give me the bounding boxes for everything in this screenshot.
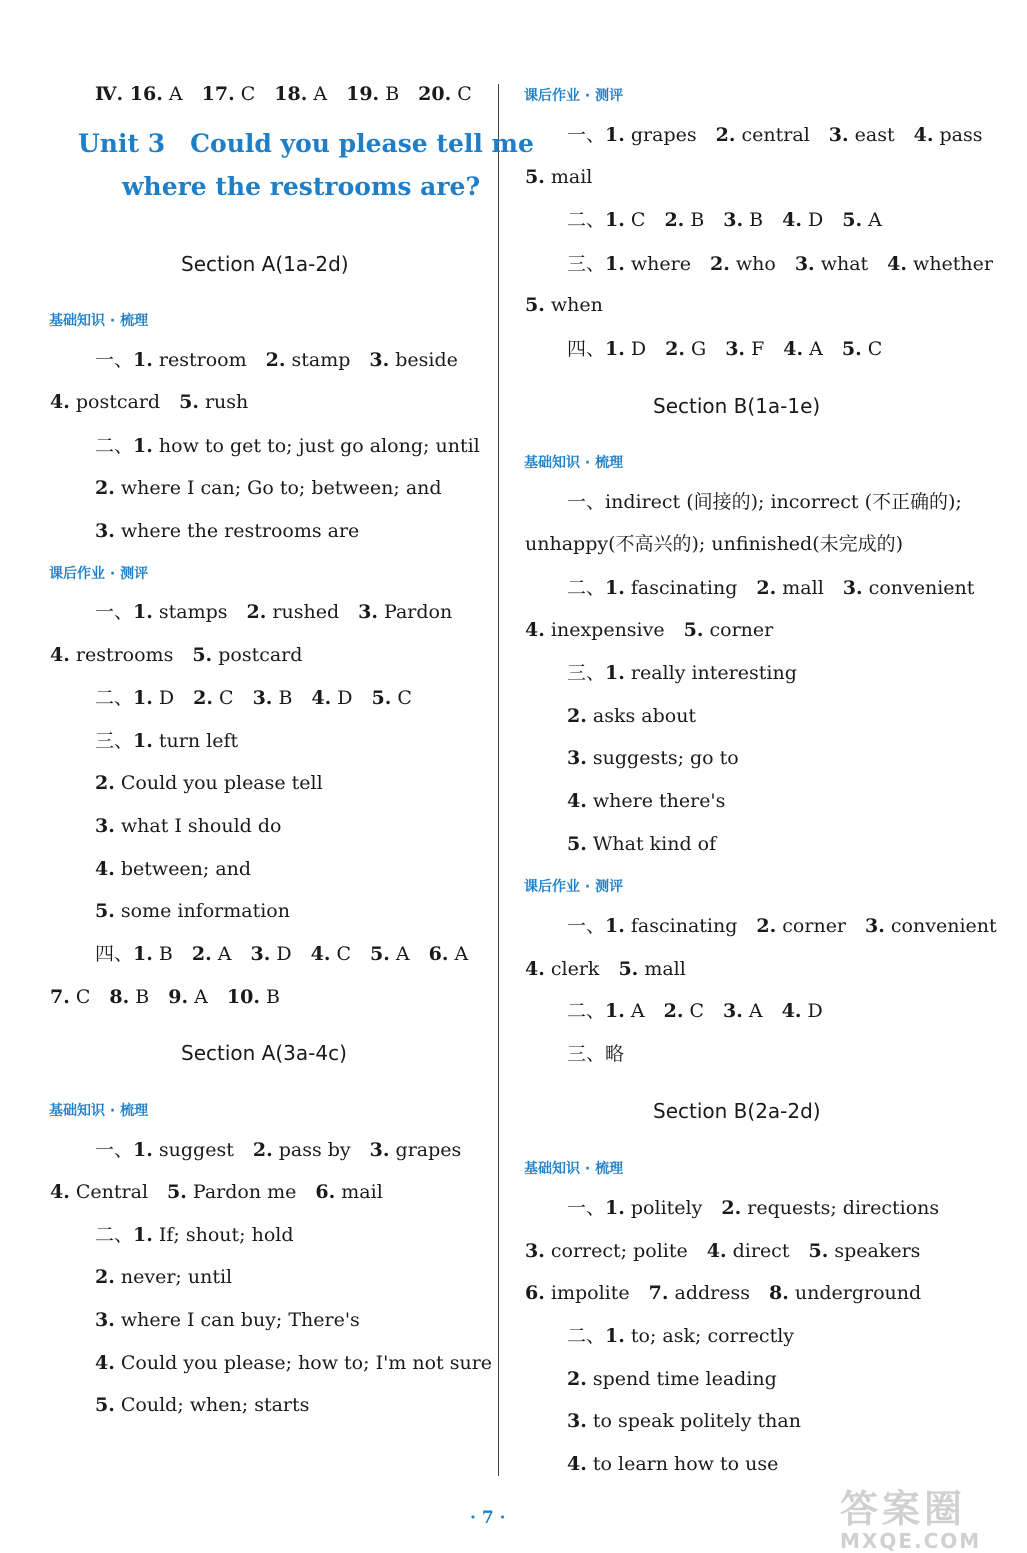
answer-text: pass — [933, 124, 983, 146]
answer-text: D — [270, 943, 311, 965]
item-number: 1. — [605, 577, 625, 599]
answer-line — [95, 857, 251, 881]
answer-text: how to get to; just go along; until — [152, 435, 480, 457]
answer-text: suggests; go to — [586, 747, 739, 769]
item-number: 4. — [706, 1240, 727, 1262]
answer-text: to learn how to use — [586, 1453, 779, 1475]
answer-text: direct — [726, 1240, 809, 1262]
item-number: 9. — [168, 986, 189, 1008]
item-number: 2. — [252, 1139, 273, 1161]
answer-line — [95, 434, 480, 458]
item-number: 4. — [525, 958, 545, 980]
answer-text: postcard — [69, 391, 180, 413]
answer-line — [95, 82, 472, 106]
answer-text: What kind of — [586, 833, 717, 855]
answer-text: C — [234, 83, 275, 105]
item-number: 5. — [370, 943, 390, 965]
answer-text: whether — [907, 253, 993, 275]
item-number: 4. — [525, 619, 545, 641]
section-heading: Section A(3a-4c) — [181, 1041, 347, 1065]
answer-text: stamp — [285, 349, 370, 371]
answer-text: speakers — [828, 1240, 921, 1262]
answer-line — [95, 1265, 232, 1289]
item-number: 3. — [723, 209, 744, 231]
item-number: 3. — [865, 915, 885, 937]
item-number: 2. — [95, 772, 115, 794]
answer-line — [567, 123, 983, 147]
item-number: 2. — [665, 338, 685, 360]
answer-text: Central — [69, 1181, 168, 1203]
item-number: 1. — [133, 1224, 153, 1246]
answer-line — [95, 348, 458, 372]
item-number: 6. — [428, 943, 449, 965]
answer-line — [567, 914, 997, 938]
item-number: 1. — [605, 1000, 625, 1022]
section-heading: Section B(1a-1e) — [653, 394, 821, 418]
item-number: 1. — [605, 338, 625, 360]
item-number: 5. — [808, 1240, 829, 1262]
answer-line — [567, 999, 823, 1023]
answer-text: A — [389, 943, 429, 965]
item-number: 3. — [250, 943, 271, 965]
item-number: 1. — [133, 730, 153, 752]
kehou-header: 课后作业 · 测评 — [524, 879, 624, 895]
answer-text: mail — [544, 166, 593, 188]
item-number: 2. — [95, 1266, 115, 1288]
answer-line — [567, 208, 882, 232]
answer-text: asks about — [586, 705, 697, 727]
item-number: 4. — [311, 687, 332, 709]
column-divider — [498, 84, 499, 1476]
answer-text: rushed — [266, 601, 359, 623]
answer-text: 一、 — [567, 491, 606, 513]
answer-text: 四、 — [567, 338, 606, 360]
item-number: 1. — [133, 601, 153, 623]
answer-text: 一、 — [567, 1197, 606, 1219]
answer-text: postcard — [212, 644, 303, 666]
answer-text: A — [803, 338, 842, 360]
item-number: 4. — [95, 858, 115, 880]
answer-text: A — [624, 1000, 664, 1022]
item-number: 2. — [95, 477, 115, 499]
answer-line — [95, 600, 452, 624]
item-number: 3. — [95, 1309, 115, 1331]
item-number: 5. — [525, 294, 545, 316]
item-number: 3. — [723, 1000, 743, 1022]
item-number: 4. — [887, 253, 908, 275]
answer-text: really interesting — [624, 662, 797, 684]
item-number: 4. — [782, 209, 802, 231]
answer-text: convenient — [862, 577, 975, 599]
item-number: 7. — [648, 1282, 669, 1304]
item-number: 17. — [201, 83, 235, 105]
answer-text: rush — [198, 391, 249, 413]
answer-text: requests; directions — [741, 1197, 940, 1219]
answer-text: what I should do — [114, 815, 282, 837]
item-number: 18. — [274, 83, 308, 105]
answer-text: correct; polite — [544, 1240, 707, 1262]
answer-text: Pardon me — [186, 1181, 316, 1203]
item-number: 1. — [133, 349, 153, 371]
answer-text: fascinating — [624, 577, 757, 599]
item-number: 2. — [715, 124, 736, 146]
answer-text: where — [624, 253, 710, 275]
answer-text: C — [330, 943, 371, 965]
answer-text: between; and — [114, 858, 252, 880]
item-number: 6. — [525, 1282, 545, 1304]
answer-text: to; ask; correctly — [624, 1325, 795, 1347]
answer-text: D — [801, 1000, 823, 1022]
answer-text: C — [624, 209, 665, 231]
watermark-url: MXQE.COM — [840, 1529, 982, 1553]
answer-text: C — [212, 687, 253, 709]
answer-line — [567, 1409, 801, 1433]
answer-text: B — [379, 83, 419, 105]
watermark-text: 答案圈 — [840, 1487, 967, 1531]
section-heading: Section B(2a-2d) — [653, 1099, 821, 1123]
item-number: 20. — [418, 83, 452, 105]
answer-line — [95, 1223, 294, 1247]
answer-text: B — [152, 943, 192, 965]
item-number: 1. — [605, 253, 625, 275]
answer-text: 三、 — [567, 253, 606, 275]
item-number: 3. — [842, 577, 863, 599]
item-number: 7. — [50, 986, 70, 1008]
answer-text: D — [152, 687, 194, 709]
answer-text: C — [69, 986, 110, 1008]
item-number: 5. — [618, 958, 639, 980]
answer-text: D — [624, 338, 666, 360]
answer-line — [525, 1239, 920, 1263]
answer-text: fascinating — [624, 915, 757, 937]
answer-text: C — [861, 338, 883, 360]
answer-text: 二、 — [567, 1000, 606, 1022]
answer-line — [567, 832, 716, 856]
item-number: 1. — [133, 687, 153, 709]
item-number: Ⅳ. — [95, 83, 130, 105]
answer-line — [567, 1367, 777, 1391]
answer-text: 一、 — [95, 349, 134, 371]
answer-text: B — [129, 986, 169, 1008]
item-number: 2. — [265, 349, 286, 371]
kehou-header: 课后作业 · 测评 — [524, 88, 624, 104]
item-number: 4. — [567, 1453, 587, 1475]
item-number: 4. — [95, 1352, 115, 1374]
jichu-header: 基础知识 · 梳理 — [49, 1103, 149, 1119]
answer-line — [95, 942, 468, 966]
item-number: 4. — [50, 644, 70, 666]
answer-text: D — [802, 209, 843, 231]
answer-text: A — [448, 943, 469, 965]
answer-line — [95, 814, 281, 838]
answer-line — [567, 746, 739, 770]
item-number: 4. — [913, 124, 934, 146]
answer-line — [95, 899, 290, 923]
item-number: 1. — [605, 662, 625, 684]
answer-text: A — [211, 943, 251, 965]
answer-text: 二、 — [567, 209, 606, 231]
answer-line — [95, 771, 323, 795]
answer-text: B — [259, 986, 280, 1008]
answer-text: when — [544, 294, 603, 316]
answer-text: If; shout; hold — [152, 1224, 294, 1246]
item-number: 1. — [133, 435, 153, 457]
answer-text: B — [272, 687, 312, 709]
answer-text: B — [684, 209, 724, 231]
answer-text: 一、 — [95, 1139, 134, 1161]
answer-text: east — [848, 124, 914, 146]
answer-line — [567, 1452, 778, 1476]
item-number: 5. — [841, 338, 862, 360]
answer-text: mall — [776, 577, 843, 599]
answer-text: 三、 — [95, 730, 134, 752]
answer-line — [95, 1308, 360, 1332]
answer-text: 三、略 — [567, 1043, 625, 1065]
answer-text: mall — [638, 958, 686, 980]
item-number: 3. — [358, 601, 378, 623]
answer-text: 二、 — [95, 687, 134, 709]
answer-line — [95, 1393, 309, 1417]
item-number: 6. — [315, 1181, 336, 1203]
answer-line — [567, 1196, 939, 1220]
answer-line — [567, 1324, 794, 1348]
answer-line — [50, 1180, 383, 1204]
item-number: 5. — [95, 900, 115, 922]
answer-line — [525, 532, 903, 556]
item-number: 2. — [664, 209, 685, 231]
answer-text: 四、 — [95, 943, 134, 965]
answer-text: restrooms — [69, 644, 193, 666]
answer-text: A — [742, 1000, 782, 1022]
answer-line — [525, 618, 773, 642]
answer-text: impolite — [544, 1282, 649, 1304]
item-number: 2. — [567, 1368, 587, 1390]
answer-text: 一、 — [567, 124, 606, 146]
item-number: 3. — [95, 520, 115, 542]
answer-text: 一、 — [95, 601, 134, 623]
item-number: 2. — [191, 943, 212, 965]
answer-text: where the restrooms are — [114, 520, 360, 542]
answer-text: convenient — [884, 915, 997, 937]
answer-line — [567, 704, 696, 728]
answer-text: C — [683, 1000, 724, 1022]
item-number: 2. — [246, 601, 267, 623]
answer-line — [525, 165, 592, 189]
jichu-header: 基础知识 · 梳理 — [524, 1161, 624, 1177]
item-number: 1. — [133, 1139, 153, 1161]
answer-text: to speak politely than — [586, 1410, 801, 1432]
answer-line — [525, 293, 603, 317]
item-number: 3. — [525, 1240, 545, 1262]
item-number: 3. — [794, 253, 815, 275]
answer-line — [525, 957, 686, 981]
item-number: 3. — [567, 747, 587, 769]
item-number: 4. — [50, 1181, 70, 1203]
item-number: 3. — [95, 815, 115, 837]
answer-text: D — [331, 687, 372, 709]
answer-text: C — [451, 83, 472, 105]
answer-text: Pardon — [378, 601, 453, 623]
answer-text: unhappy(不高兴的); unfinished(未完成的) — [525, 533, 904, 555]
section-heading: Section A(1a-2d) — [181, 252, 349, 276]
item-number: 2. — [756, 577, 777, 599]
item-number: 5. — [371, 687, 392, 709]
answer-text: pass by — [272, 1139, 370, 1161]
answer-line — [567, 1042, 624, 1066]
answer-text: address — [668, 1282, 769, 1304]
answer-line — [50, 643, 302, 667]
answer-text: who — [729, 253, 795, 275]
answer-text: A — [162, 83, 202, 105]
item-number: 3. — [252, 687, 273, 709]
answer-text: turn left — [152, 730, 239, 752]
answer-text: corner — [776, 915, 866, 937]
answer-text: 三、 — [567, 662, 606, 684]
item-number: 1. — [605, 915, 625, 937]
answer-text: Could; when; starts — [114, 1394, 310, 1416]
item-number: 4. — [310, 943, 331, 965]
item-number: 2. — [756, 915, 777, 937]
answer-text: clerk — [544, 958, 619, 980]
item-number: 3. — [567, 1410, 587, 1432]
item-number: 2. — [193, 687, 213, 709]
answer-line — [525, 1281, 921, 1305]
item-number: 2. — [567, 705, 587, 727]
item-number: 2. — [721, 1197, 742, 1219]
answer-text: indirect (间接的); incorrect (不正确的); — [605, 491, 962, 513]
item-number: 19. — [346, 83, 380, 105]
answer-text: 二、 — [567, 1325, 606, 1347]
answer-text: B — [743, 209, 783, 231]
answer-text: mail — [335, 1181, 383, 1203]
answer-line — [567, 252, 993, 276]
kehou-header: 课后作业 · 测评 — [49, 566, 149, 582]
answer-text: A — [307, 83, 347, 105]
item-number: 4. — [783, 338, 804, 360]
answer-text: 二、 — [95, 1224, 134, 1246]
answer-line — [95, 519, 359, 543]
jichu-header: 基础知识 · 梳理 — [49, 313, 149, 329]
item-number: 5. — [95, 1394, 115, 1416]
answer-line — [95, 1138, 461, 1162]
answer-line — [567, 576, 974, 600]
unit-title-line-2: where the restrooms are? — [122, 172, 481, 201]
answer-text: beside — [389, 349, 458, 371]
item-number: 8. — [109, 986, 130, 1008]
item-number: 1. — [605, 1197, 625, 1219]
item-number: 5. — [179, 391, 199, 413]
item-number: 5. — [683, 619, 704, 641]
item-number: 8. — [769, 1282, 789, 1304]
answer-line — [567, 337, 882, 361]
answer-text: 二、 — [567, 577, 606, 599]
answer-text: never; until — [114, 1266, 233, 1288]
answer-text: 二、 — [95, 435, 134, 457]
answer-line — [567, 490, 962, 514]
answer-text: grapes — [389, 1139, 462, 1161]
answer-line — [95, 686, 412, 710]
item-number: 5. — [167, 1181, 187, 1203]
item-number: 2. — [709, 253, 730, 275]
answer-text: underground — [788, 1282, 922, 1304]
answer-line — [95, 476, 442, 500]
item-number: 16. — [129, 83, 163, 105]
item-number: 4. — [50, 391, 70, 413]
answer-text: stamps — [152, 601, 247, 623]
item-number: 5. — [842, 209, 863, 231]
item-number: 4. — [781, 1000, 802, 1022]
item-number: 3. — [828, 124, 849, 146]
item-number: 1. — [605, 124, 625, 146]
item-number: 4. — [567, 790, 587, 812]
answer-line — [95, 729, 238, 753]
answer-text: central — [735, 124, 829, 146]
item-number: 1. — [605, 1325, 625, 1347]
answer-text: Could you please; how to; I'm not sure — [114, 1352, 493, 1374]
answer-text: where I can buy; There's — [114, 1309, 360, 1331]
answer-text: grapes — [624, 124, 716, 146]
page-number: · 7 · — [470, 1508, 506, 1528]
item-number: 5. — [525, 166, 545, 188]
item-number: 5. — [567, 833, 587, 855]
item-number: 3. — [725, 338, 746, 360]
answer-text: A — [862, 209, 882, 231]
unit-title-line-1: Unit 3 Could you please tell me — [78, 129, 534, 158]
item-number: 2. — [663, 1000, 684, 1022]
answer-text: what — [814, 253, 888, 275]
answer-text: inexpensive — [544, 619, 684, 641]
answer-line — [95, 1351, 492, 1375]
watermark-logo — [840, 1478, 981, 1553]
answer-text: A — [188, 986, 227, 1008]
answer-text: restroom — [152, 349, 266, 371]
item-number: 3. — [369, 1139, 390, 1161]
answer-text: F — [745, 338, 784, 360]
answer-text: C — [391, 687, 412, 709]
answer-line — [567, 789, 725, 813]
answer-text: where there's — [586, 790, 726, 812]
jichu-header: 基础知识 · 梳理 — [524, 455, 624, 471]
item-number: 3. — [369, 349, 390, 371]
answer-text: G — [684, 338, 726, 360]
item-number: 1. — [605, 209, 625, 231]
answer-text: Could you please tell — [114, 772, 323, 794]
answer-text: some information — [114, 900, 290, 922]
item-number: 5. — [192, 644, 213, 666]
item-number: 10. — [226, 986, 260, 1008]
answer-text: suggest — [152, 1139, 253, 1161]
answer-text: 一、 — [567, 915, 606, 937]
answer-text: corner — [703, 619, 774, 641]
answer-line — [567, 661, 797, 685]
answer-text: where I can; Go to; between; and — [114, 477, 442, 499]
answer-line — [50, 390, 248, 414]
answer-text: politely — [624, 1197, 722, 1219]
answer-text: spend time leading — [586, 1368, 777, 1390]
item-number: 1. — [133, 943, 153, 965]
answer-line — [50, 985, 280, 1009]
